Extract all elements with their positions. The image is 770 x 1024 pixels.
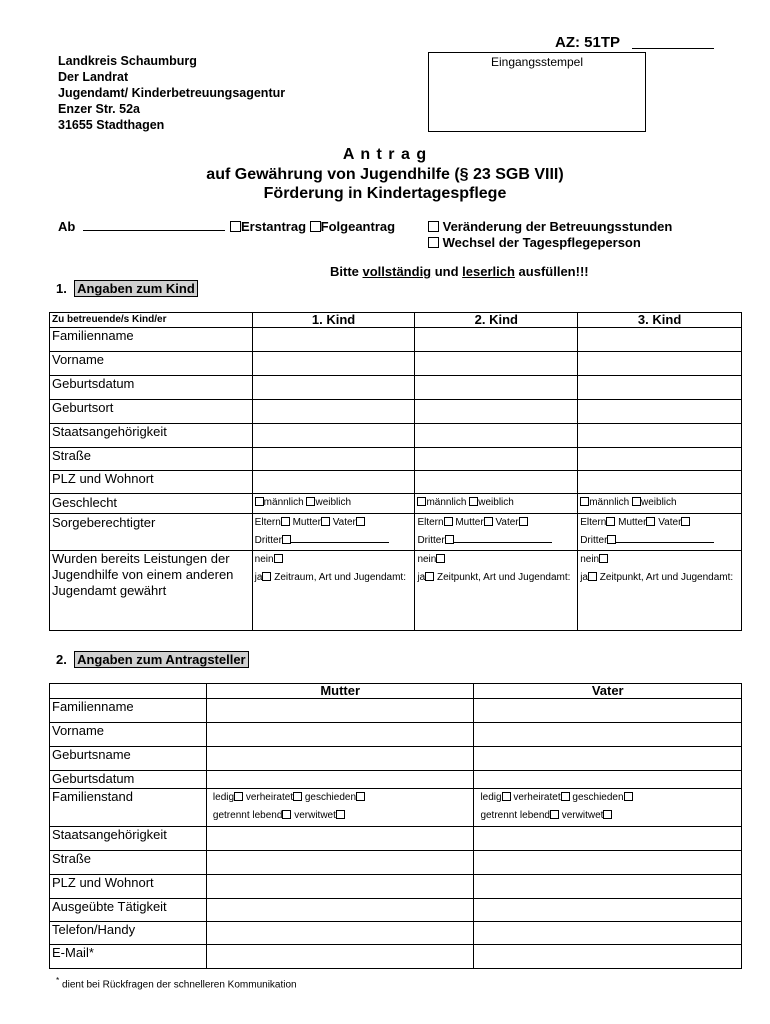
section-title: Angaben zum Antragsteller [74, 651, 249, 668]
header-label [50, 684, 207, 699]
nein-checkbox[interactable] [599, 554, 608, 563]
instruction-text: und [431, 264, 463, 279]
instruction-text: ausfüllen!!! [514, 264, 589, 279]
input-cell[interactable] [474, 747, 742, 771]
input-cell[interactable] [415, 376, 578, 400]
option-label: verwitwet [561, 810, 604, 821]
stamp-box [428, 52, 646, 132]
eltern-checkbox[interactable] [444, 517, 453, 526]
verheiratet-checkbox[interactable] [293, 792, 302, 801]
marital-cell [474, 789, 742, 827]
input-cell[interactable] [474, 771, 742, 789]
table-row [50, 851, 742, 875]
row-label: PLZ und Wohnort [50, 471, 253, 494]
gender-cell [415, 494, 578, 514]
doc-title: A n t r a g [342, 146, 428, 163]
sender-address [58, 53, 285, 133]
az-input-line[interactable] [632, 48, 714, 49]
footnote-text: dient bei Rückfragen der schnelleren Kommunikation [62, 979, 297, 991]
table-row [50, 328, 742, 352]
ab-label: Ab [58, 219, 76, 234]
row-label: Geschlecht [50, 494, 253, 514]
ledig-checkbox[interactable] [502, 792, 511, 801]
input-cell[interactable] [252, 328, 415, 352]
row-label: Geburtsname [50, 747, 207, 771]
table-row [50, 699, 742, 723]
wechsel-checkbox[interactable] [428, 237, 439, 248]
row-label: Vorname [50, 352, 253, 376]
input-cell[interactable] [206, 747, 474, 771]
input-cell[interactable] [206, 851, 474, 875]
option-label: Vater [658, 517, 682, 528]
input-cell[interactable] [474, 945, 742, 969]
option-label: weiblich [315, 497, 352, 508]
row-label: PLZ und Wohnort [50, 875, 207, 899]
erstantrag-label: Erstantrag [241, 219, 307, 234]
input-cell[interactable] [206, 945, 474, 969]
input-cell[interactable] [578, 328, 742, 352]
header-label: Zu betreuende/s Kind/er [50, 313, 253, 328]
input-cell[interactable] [206, 827, 474, 851]
option-label: Mutter [292, 517, 321, 528]
custody-cell [252, 514, 415, 551]
input-cell[interactable] [252, 448, 415, 471]
row-label: Staatsangehörigkeit [50, 424, 253, 448]
input-cell[interactable] [474, 851, 742, 875]
input-cell[interactable] [578, 400, 742, 424]
input-cell[interactable] [206, 899, 474, 922]
option-label: Dritter [254, 535, 282, 546]
wechsel-label: Wechsel der Tagespflegeperson [442, 235, 641, 250]
footnote [56, 975, 297, 990]
dritter-field[interactable] [291, 542, 389, 543]
eltern-checkbox[interactable] [281, 517, 290, 526]
section-number: 2. [56, 652, 67, 667]
gender-cell [578, 494, 742, 514]
leistungen-cell [415, 551, 578, 631]
address-line: Enzer Str. 52a [58, 102, 140, 116]
maennlich-checkbox[interactable] [580, 497, 589, 506]
input-cell[interactable] [252, 352, 415, 376]
ja-checkbox[interactable] [588, 572, 597, 581]
table-row [50, 789, 742, 827]
option-label: weiblich [478, 497, 514, 508]
option-label: Mutter [455, 517, 484, 528]
table-row [50, 424, 742, 448]
option-label: geschieden [572, 792, 624, 803]
row-label: Straße [50, 448, 253, 471]
option-label: verheiratet [513, 792, 561, 803]
section-number: 1. [56, 281, 67, 296]
maennlich-checkbox[interactable] [255, 497, 264, 506]
option-label: ledig [212, 792, 235, 803]
ledig-checkbox[interactable] [234, 792, 243, 801]
address-line: Der Landrat [58, 70, 129, 84]
option-label: männlich [263, 497, 304, 508]
geschieden-checkbox[interactable] [356, 792, 365, 801]
leistungen-cell [252, 551, 415, 631]
veraenderung-label: Veränderung der Betreuungsstunden [442, 219, 673, 234]
option-label: verheiratet [245, 792, 294, 803]
dritter-checkbox[interactable] [607, 535, 616, 544]
input-cell[interactable] [252, 376, 415, 400]
input-cell[interactable] [474, 699, 742, 723]
address-line: Jugendamt/ Kinderbetreuungsagentur [58, 86, 286, 100]
dritter-field[interactable] [454, 542, 552, 543]
option-label: ja [417, 572, 426, 583]
dritter-checkbox[interactable] [282, 535, 291, 544]
input-cell[interactable] [252, 400, 415, 424]
option-label: Eltern [254, 517, 281, 528]
input-cell[interactable] [252, 471, 415, 494]
table-row [50, 747, 742, 771]
marital-cell [206, 789, 474, 827]
row-label: Vorname [50, 723, 207, 747]
table-row [50, 723, 742, 747]
input-cell[interactable] [206, 875, 474, 899]
instruction-emph: leserlich [462, 264, 515, 279]
input-cell[interactable] [578, 471, 742, 494]
input-cell[interactable] [415, 471, 578, 494]
mutter-checkbox[interactable] [646, 517, 655, 526]
table-row [50, 448, 742, 471]
section-2-heading [56, 652, 249, 667]
input-cell[interactable] [415, 448, 578, 471]
erstantrag-checkbox[interactable] [230, 221, 241, 232]
stamp-label: Eingangsstempel [490, 55, 584, 69]
option-label: nein [580, 554, 600, 565]
folgeantrag-checkbox[interactable] [310, 221, 321, 232]
doc-subtitle-2: Förderung in Kindertagespflege [263, 185, 507, 202]
column-header: 2. Kind [415, 313, 578, 328]
input-cell[interactable] [474, 899, 742, 922]
option-label: Vater [332, 517, 356, 528]
input-cell[interactable] [415, 328, 578, 352]
dritter-field[interactable] [616, 542, 714, 543]
row-label: Familienstand [50, 789, 207, 827]
table-row [50, 551, 742, 631]
input-cell[interactable] [415, 424, 578, 448]
input-cell[interactable] [206, 699, 474, 723]
option-label: ja [580, 572, 588, 583]
option-label: ja [254, 572, 263, 583]
vater-checkbox[interactable] [681, 517, 690, 526]
option-label: nein [254, 554, 274, 565]
option-label: ledig [480, 792, 502, 803]
row-label: Staatsangehörigkeit [50, 827, 207, 851]
custody-cell [415, 514, 578, 551]
footnote-mark: * [56, 975, 60, 985]
doc-subtitle: auf Gewährung von Jugendhilfe (§ 23 SGB VIII) [206, 166, 564, 183]
input-cell[interactable] [578, 352, 742, 376]
input-cell[interactable] [474, 922, 742, 945]
verheiratet-checkbox[interactable] [561, 792, 570, 801]
table-row [50, 376, 742, 400]
mutter-checkbox[interactable] [484, 517, 493, 526]
row-label: Geburtsdatum [50, 771, 207, 789]
column-header: Vater [474, 684, 742, 699]
az-label: AZ: 51TP [555, 34, 621, 51]
column-header: 3. Kind [578, 313, 742, 328]
option-label: Eltern [580, 517, 607, 528]
verwitwet-checkbox[interactable] [603, 810, 612, 819]
nein-checkbox[interactable] [436, 554, 445, 563]
row-label: Familienname [50, 699, 207, 723]
ab-date-field[interactable] [83, 230, 225, 231]
section-title: Angaben zum Kind [74, 280, 198, 297]
row-label: Ausgeübte Tätigkeit [50, 899, 207, 922]
input-cell[interactable] [578, 376, 742, 400]
table-row [50, 494, 742, 514]
option-label: Vater [495, 517, 519, 528]
veraenderung-checkbox[interactable] [428, 221, 439, 232]
table-row [50, 899, 742, 922]
column-header: 1. Kind [252, 313, 415, 328]
child-table [49, 312, 742, 631]
input-cell[interactable] [206, 723, 474, 747]
weiblich-checkbox[interactable] [632, 497, 641, 506]
input-cell[interactable] [474, 827, 742, 851]
option-label: Eltern [417, 517, 444, 528]
option-label: getrennt lebend [212, 810, 283, 821]
row-label: Straße [50, 851, 207, 875]
column-header: Mutter [206, 684, 474, 699]
row-label: Telefon/Handy [50, 922, 207, 945]
input-cell[interactable] [415, 400, 578, 424]
nein-checkbox[interactable] [274, 554, 283, 563]
table-row [50, 514, 742, 551]
change-options [428, 219, 672, 251]
option-label: Dritter [580, 535, 608, 546]
row-label: Geburtsdatum [50, 376, 253, 400]
address-line: 31655 Stadthagen [58, 118, 165, 132]
input-cell[interactable] [415, 352, 578, 376]
table-row [50, 400, 742, 424]
option-label: weiblich [641, 497, 677, 508]
ab-row [58, 219, 225, 234]
option-label: Dritter [417, 535, 445, 546]
table-header-row [50, 313, 742, 328]
input-cell[interactable] [206, 771, 474, 789]
table-row [50, 922, 742, 945]
option-label: Mutter [618, 517, 647, 528]
row-label: Sorgeberechtigter [50, 514, 253, 551]
row-label: Geburtsort [50, 400, 253, 424]
eltern-checkbox[interactable] [606, 517, 615, 526]
option-label: männlich [589, 497, 630, 508]
antrag-type [230, 219, 395, 234]
section-1-heading [56, 281, 198, 296]
table-row [50, 471, 742, 494]
instruction-text: Bitte [330, 264, 363, 279]
address-line: Landkreis Schaumburg [58, 54, 197, 68]
folgeantrag-label: Folgeantrag [320, 219, 396, 234]
custody-cell [578, 514, 742, 551]
input-cell[interactable] [206, 922, 474, 945]
input-cell[interactable] [578, 424, 742, 448]
option-label: männlich [426, 497, 467, 508]
input-cell[interactable] [252, 424, 415, 448]
ja-checkbox[interactable] [425, 572, 434, 581]
input-cell[interactable] [474, 723, 742, 747]
ja-checkbox[interactable] [262, 572, 271, 581]
leistungen-cell [578, 551, 742, 631]
option-label: getrennt lebend [480, 810, 550, 821]
dritter-checkbox[interactable] [445, 535, 454, 544]
table-row [50, 827, 742, 851]
gender-cell [252, 494, 415, 514]
input-cell[interactable] [474, 875, 742, 899]
table-header-row [50, 684, 742, 699]
vater-checkbox[interactable] [356, 517, 365, 526]
row-label: E-Mail* [50, 945, 207, 969]
instruction-emph: vollständig [362, 264, 432, 279]
option-label: verwitwet [294, 810, 336, 821]
applicant-table [49, 683, 742, 969]
option-label: nein [417, 554, 437, 565]
getrennt-checkbox[interactable] [282, 810, 291, 819]
row-label: Wurden bereits Leistungen der Jugendhilfe von einem anderen Jugendamt gewährt [50, 551, 253, 631]
weiblich-checkbox[interactable] [469, 497, 478, 506]
getrennt-checkbox[interactable] [550, 810, 559, 819]
table-row [50, 771, 742, 789]
vater-checkbox[interactable] [519, 517, 528, 526]
geschieden-checkbox[interactable] [624, 792, 633, 801]
table-row [50, 945, 742, 969]
table-row [50, 352, 742, 376]
option-label: Zeitpunkt, Art und Jugendamt: [437, 572, 571, 583]
input-cell[interactable] [578, 448, 742, 471]
table-row [50, 875, 742, 899]
option-label: Zeitpunkt, Art und Jugendamt: [599, 572, 734, 583]
option-label: geschieden [304, 792, 357, 803]
mutter-checkbox[interactable] [321, 517, 330, 526]
verwitwet-checkbox[interactable] [336, 810, 345, 819]
row-label: Familienname [50, 328, 253, 352]
option-label: Zeitraum, Art und Jugendamt: [274, 572, 406, 583]
instruction [330, 264, 589, 279]
